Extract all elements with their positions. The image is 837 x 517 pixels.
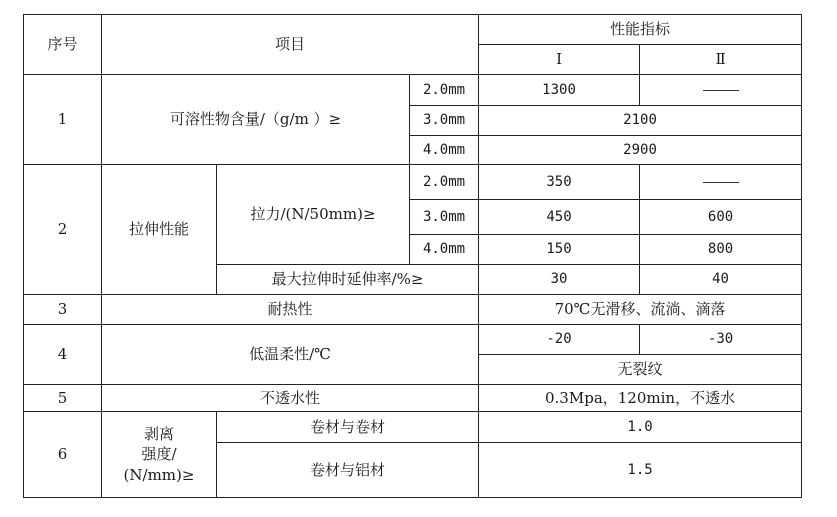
header-seq: 序号	[24, 15, 102, 75]
row5-seq: 5	[24, 385, 102, 412]
row2-grade1-2mm: 350	[479, 165, 640, 200]
performance-table	[23, 14, 802, 498]
row4-grade1: -20	[479, 325, 640, 355]
row6-sub-value-1: 1.0	[479, 412, 802, 443]
row2-elongation-label: 最大拉伸时延伸率/%≥	[217, 265, 479, 295]
header-grade-2: Ⅱ	[640, 45, 802, 75]
row6-item-line3: (N/mm)≥	[123, 465, 195, 484]
row1-thickness-4mm: 4.0mm	[410, 136, 479, 165]
dash-mark	[703, 182, 739, 183]
row1-grade1-2mm: 1300	[479, 75, 640, 106]
row1-thickness-2mm: 2.0mm	[410, 75, 479, 106]
row6-item-line2: 强度/	[141, 445, 177, 464]
row2-grade1-4mm: 150	[479, 235, 640, 265]
row3-seq: 3	[24, 295, 102, 325]
row2-thickness-2mm: 2.0mm	[410, 165, 479, 200]
row1-value-3mm: 2100	[479, 106, 802, 136]
row6-item-line1: 剥离	[143, 425, 174, 444]
row2-thickness-4mm: 4.0mm	[410, 235, 479, 265]
row6-item	[102, 412, 217, 498]
row4-item: 低温柔性/℃	[102, 325, 479, 385]
row2-grade2-3mm: 600	[640, 200, 802, 235]
row2-item: 拉伸性能	[102, 165, 217, 295]
row2-elongation-grade2: 40	[640, 265, 802, 295]
header-grade-1: Ⅰ	[479, 45, 640, 75]
dash-mark	[703, 90, 739, 91]
row5-item: 不透水性	[102, 385, 479, 412]
row2-grade1-3mm: 450	[479, 200, 640, 235]
row6-sub-label-1: 卷材与卷材	[217, 412, 479, 443]
header-performance: 性能指标	[479, 15, 802, 45]
row2-force-label: 拉力/(N/50mm)≥	[217, 165, 410, 265]
row6-sub-value-2: 1.5	[479, 443, 802, 498]
row1-item: 可溶性物含量/（g/m ）≥	[102, 75, 410, 165]
row1-thickness-3mm: 3.0mm	[410, 106, 479, 136]
header-item: 项目	[102, 15, 479, 75]
row3-item: 耐热性	[102, 295, 479, 325]
row1-value-4mm: 2900	[479, 136, 802, 165]
row1-seq: 1	[24, 75, 102, 165]
row5-value: 0.3Mpa，120min，不透水	[479, 385, 802, 412]
row6-sub-label-2: 卷材与铝材	[217, 443, 479, 498]
row2-thickness-3mm: 3.0mm	[410, 200, 479, 235]
row4-seq: 4	[24, 325, 102, 385]
row2-seq: 2	[24, 165, 102, 295]
row2-grade2-2mm	[640, 165, 802, 200]
row6-seq: 6	[24, 412, 102, 498]
row2-grade2-4mm: 800	[640, 235, 802, 265]
row4-grade2: -30	[640, 325, 802, 355]
row1-grade2-2mm	[640, 75, 802, 106]
row3-value: 70℃无滑移、流淌、滴落	[479, 295, 802, 325]
row2-elongation-grade1: 30	[479, 265, 640, 295]
row4-note: 无裂纹	[479, 355, 802, 385]
